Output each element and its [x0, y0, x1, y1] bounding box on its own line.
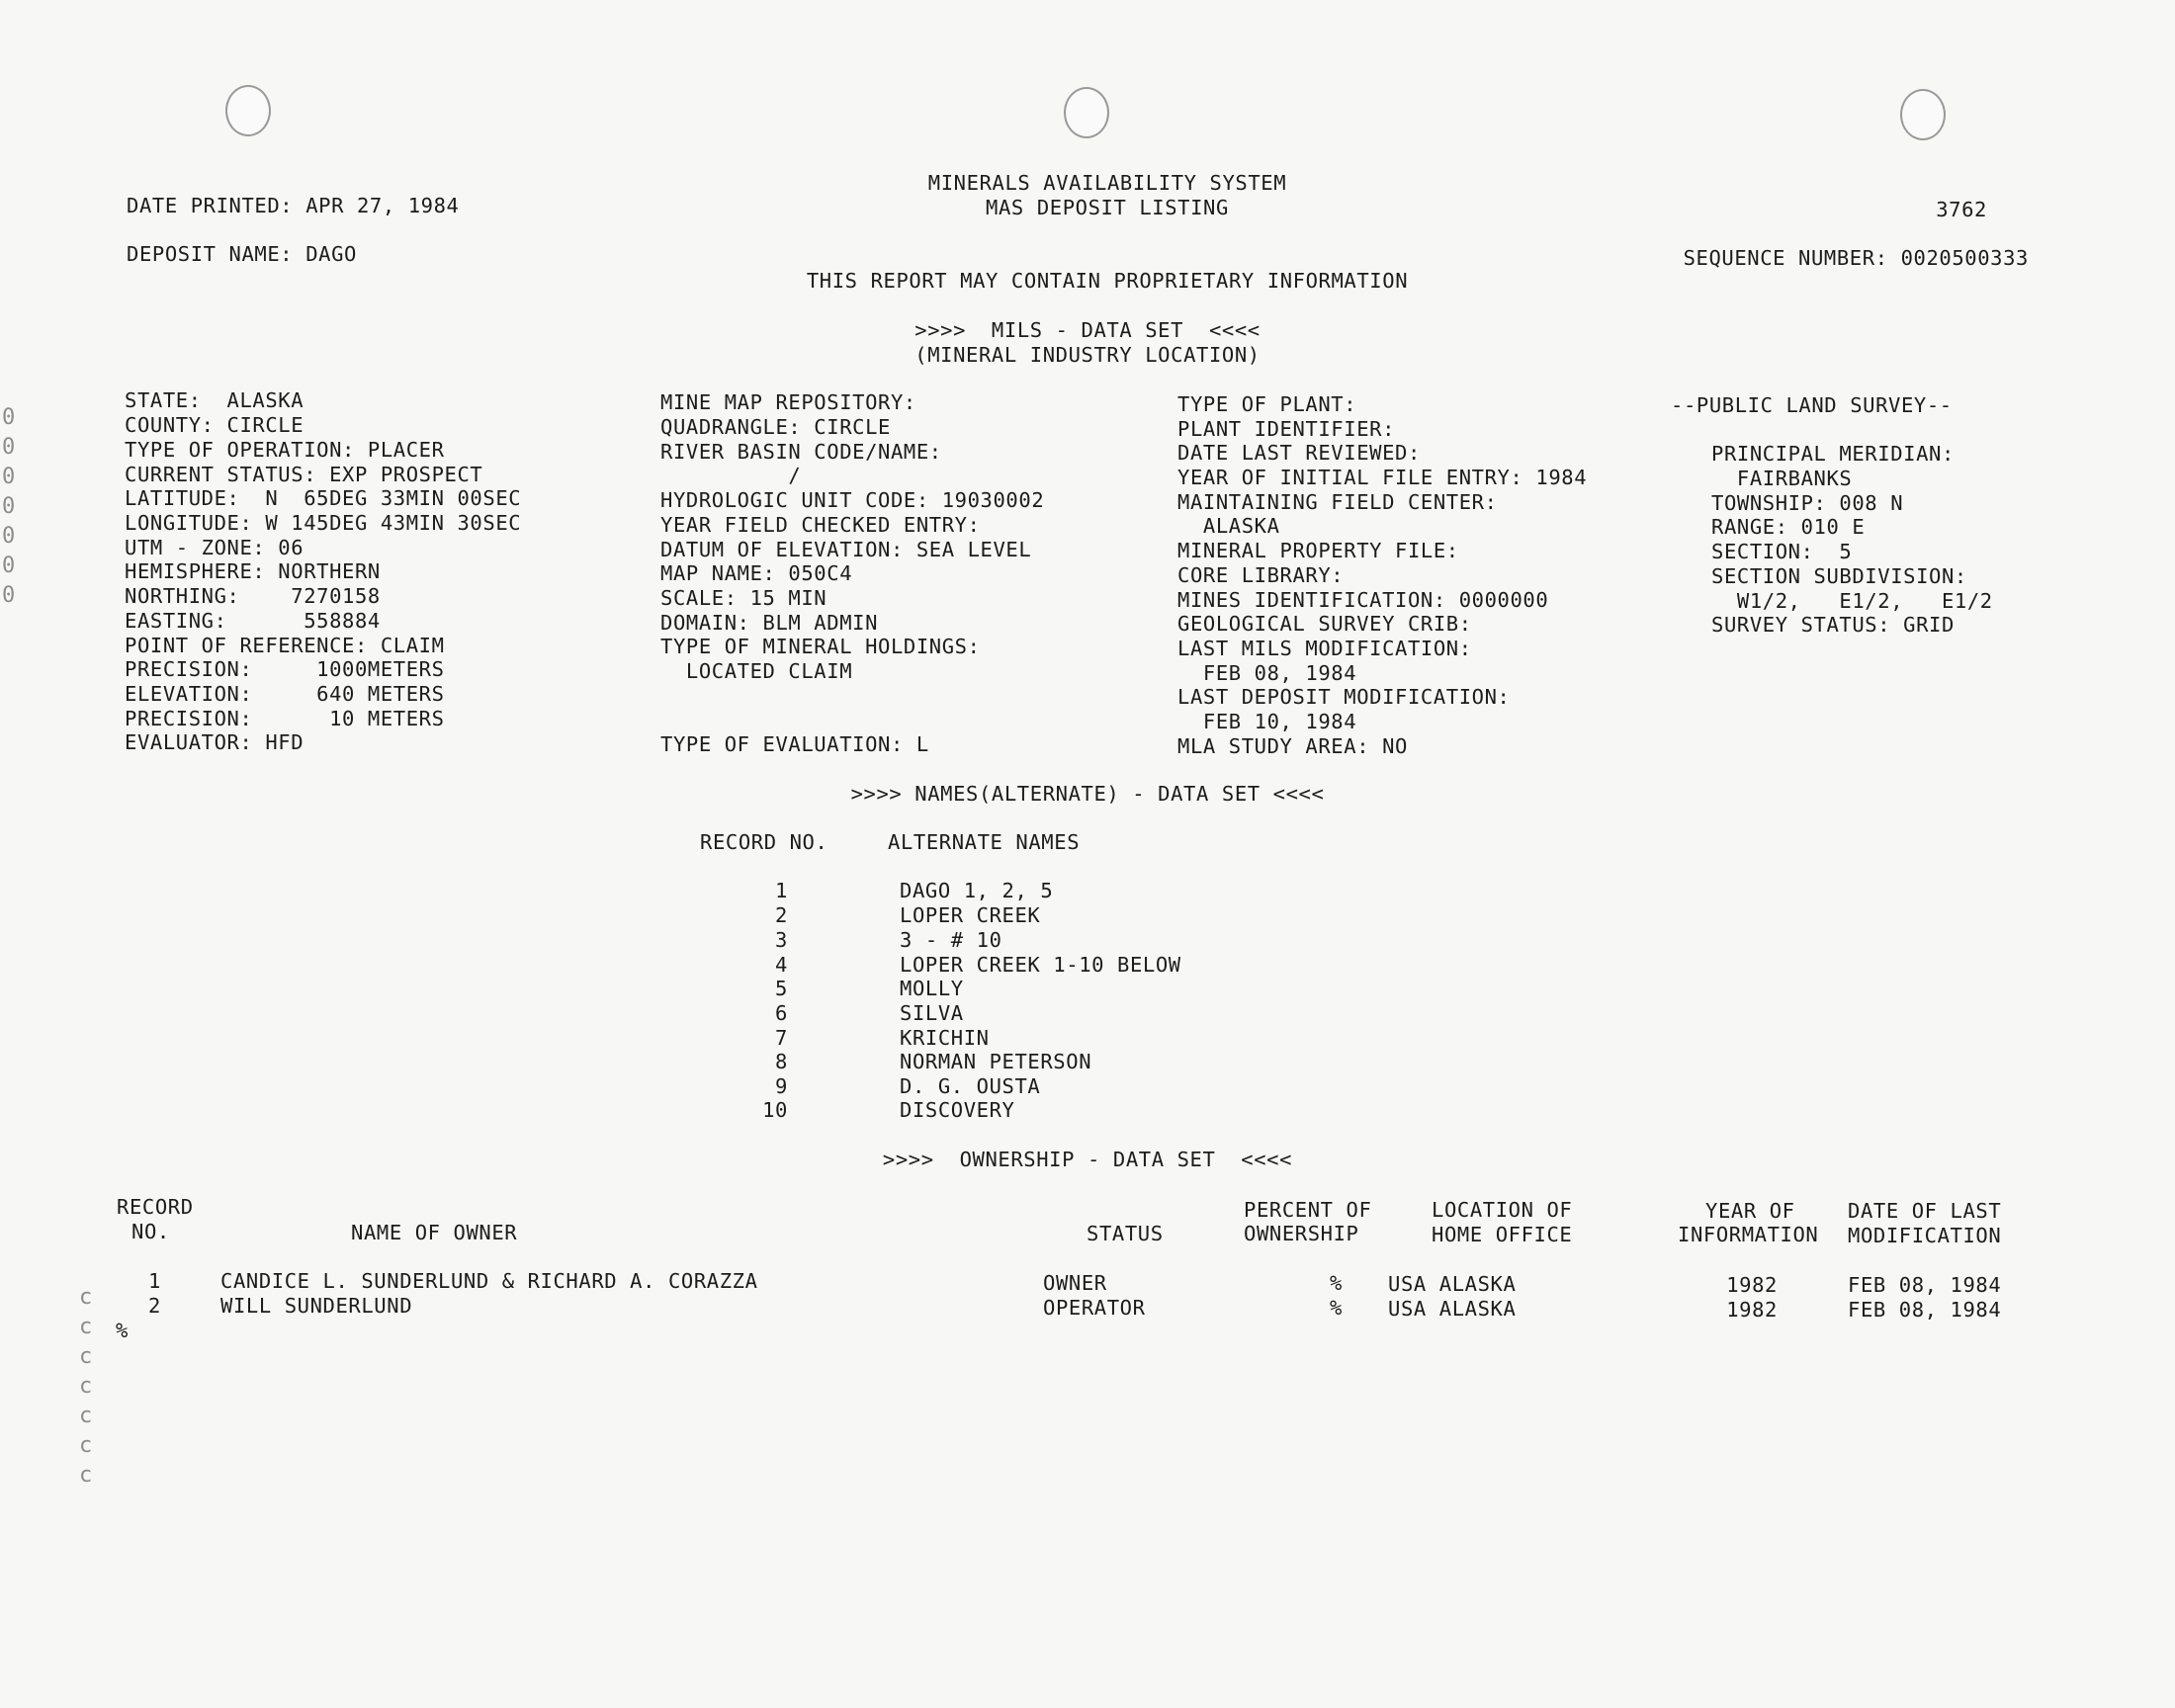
list-item-record-no: 7	[775, 1026, 788, 1050]
system-title: MINERALS AVAILABILITY SYSTEM	[927, 171, 1287, 195]
mils-field: POINT OF REFERENCE: CLAIM	[125, 634, 445, 657]
mils-field: SECTION SUBDIVISION:	[1711, 564, 1967, 588]
list-item-name: KRICHIN	[900, 1026, 990, 1050]
row-year: 1982	[1726, 1273, 1778, 1297]
row-owner-name: WILL SUNDERLUND	[220, 1294, 413, 1318]
mils-field: LAST MILS MODIFICATION:	[1177, 637, 1472, 660]
mils-field: COUNTY: CIRCLE	[125, 413, 304, 437]
header-record: RECORD	[117, 1195, 194, 1219]
mils-field: UTM - ZONE: 06	[125, 536, 304, 559]
mils-field: NORTHING: 7270158	[125, 584, 381, 608]
row-record-no: 1	[148, 1269, 161, 1293]
mils-field: LOCATED CLAIM	[660, 659, 853, 683]
row-location: USA ALASKA	[1388, 1297, 1517, 1321]
list-item-record-no: 6	[775, 1001, 788, 1025]
proprietary-notice: THIS REPORT MAY CONTAIN PROPRIETARY INFORMATION	[806, 269, 1409, 293]
mils-field: CORE LIBRARY:	[1177, 563, 1345, 587]
mils-heading: >>>> MILS - DATA SET <<<<	[914, 318, 1261, 342]
mils-field: TOWNSHIP: 008 N	[1711, 491, 1904, 515]
header-information: INFORMATION	[1678, 1223, 1819, 1246]
mils-field: PRECISION: 10 METERS	[125, 707, 445, 730]
ownership-heading: >>>> OWNERSHIP - DATA SET <<<<	[882, 1148, 1293, 1171]
header-percent: PERCENT OF	[1244, 1198, 1372, 1222]
list-item-record-no: 5	[775, 977, 788, 1000]
list-item-name: LOPER CREEK	[900, 903, 1041, 927]
mils-field: SURVEY STATUS: GRID	[1711, 613, 1955, 637]
mils-field: ELEVATION: 640 METERS	[125, 682, 445, 706]
mils-field: YEAR OF INITIAL FILE ENTRY: 1984	[1177, 466, 1588, 489]
row-record-no: 2	[148, 1294, 161, 1318]
row-owner-name: CANDICE L. SUNDERLUND & RICHARD A. CORAZZA	[220, 1269, 758, 1293]
trailing-percent-mark: %	[116, 1319, 129, 1342]
mils-field: FEB 08, 1984	[1177, 661, 1357, 685]
mils-field: FAIRBANKS	[1711, 467, 1853, 490]
mils-field: SECTION: 5	[1711, 540, 1853, 563]
header-status: STATUS	[1087, 1222, 1164, 1245]
mils-field: RIVER BASIN CODE/NAME:	[660, 440, 942, 464]
mils-field: FEB 10, 1984	[1177, 710, 1357, 733]
mils-field: LAST DEPOSIT MODIFICATION:	[1177, 685, 1511, 709]
list-item-record-no: 4	[775, 953, 788, 977]
binder-hole-right	[1900, 89, 1946, 140]
date-printed: DATE PRINTED: APR 27, 1984	[127, 194, 460, 217]
mils-subheading: (MINERAL INDUSTRY LOCATION)	[914, 343, 1261, 367]
list-item-record-no: 3	[775, 928, 788, 952]
row-status: OPERATOR	[1043, 1296, 1146, 1320]
header-record-no: NO.	[131, 1220, 170, 1243]
sequence-number: SEQUENCE NUMBER: 0020500333	[1683, 246, 2029, 270]
mils-field: YEAR FIELD CHECKED ENTRY:	[660, 513, 981, 537]
mils-field: LATITUDE: N 65DEG 33MIN 00SEC	[125, 486, 522, 510]
list-item-name: LOPER CREEK 1-10 BELOW	[900, 953, 1181, 977]
listing-title: MAS DEPOSIT LISTING	[986, 196, 1229, 219]
header-home-office: HOME OFFICE	[1432, 1223, 1573, 1246]
mils-field: GEOLOGICAL SURVEY CRIB:	[1177, 612, 1472, 636]
list-item-record-no: 8	[775, 1050, 788, 1073]
mils-field: ALASKA	[1177, 514, 1280, 538]
mils-field: CURRENT STATUS: EXP PROSPECT	[125, 463, 483, 486]
mils-field: DOMAIN: BLM ADMIN	[660, 611, 879, 635]
header-date-of-last: DATE OF LAST	[1848, 1199, 2002, 1223]
list-item-record-no: 10	[762, 1098, 788, 1122]
row-location: USA ALASKA	[1388, 1272, 1517, 1296]
mils-field: SCALE: 15 MIN	[660, 586, 827, 610]
mils-field: HEMISPHERE: NORTHERN	[125, 559, 381, 583]
mils-field: TYPE OF EVALUATION: L	[660, 732, 929, 756]
binder-hole-center	[1064, 87, 1109, 138]
list-item-record-no: 1	[775, 879, 788, 902]
header-modification: MODIFICATION	[1848, 1224, 2002, 1247]
mils-field: PRINCIPAL MERIDIAN:	[1711, 442, 1955, 466]
mils-field: EASTING: 558884	[125, 609, 381, 633]
names-heading: >>>> NAMES(ALTERNATE) - DATA SET <<<<	[850, 782, 1325, 806]
list-item-name: SILVA	[900, 1001, 964, 1025]
document-page: 0 0 0 0 0 0 0 c c c c c c c MINERALS AVAILABILITY SYSTEM MAS DEPOSIT LISTING DATE PRINTED: APR 27, 1984 3762 DEPOSIT NAME: DAGO SEQUENCE NUMBER: 0020500333 THIS REPORT MAY CONTAIN PROPRIETARY INFORMATION >>>> MILS - DATA SET <<<< (MINERAL INDUSTRY LOCATION) STATE: ALASKA COUNTY: CIRCLE TYPE OF OPERATION: PLACER CURRENT STATUS: EXP PROSPECT LATITUDE: N 65DEG 33MIN 00SEC LONGITUDE: W 145DEG 43MIN 30SEC UTM - ZONE: 06 HEMISPHERE: NORTHERN NORTHING: 7270158 EASTING: 558884 POINT OF REFERENCE: CLAIM PRECISION: 1000METERS ELEVATION: 640 METERS PRECISION: 10 METERS EVALUATOR: HFD MINE MAP REPOSITORY: QUADRANGLE: CIRCLE RIVER BASIN CODE/NAME: / HYDROLOGIC UNIT CODE: 19030002 YEAR FIELD CHECKED ENTRY: DATUM OF ELEVATION: SEA LEVEL MAP NAME: 050C4 SCALE: 15 MIN DOMAIN: BLM ADMIN TYPE OF MINERAL HOLDINGS: LOCATED CLAIM TYPE OF EVALUATION: L TYPE OF PLANT: PLANT IDENTIFIER: DATE LAST REVIEWED: YEAR OF INITIAL FILE ENTRY: 1984 MAINTAINING FIELD CENTER: ALASKA MINERAL PROPERTY FILE: CORE LIBRARY: MINES IDENTIFICATION: 0000000 GEOLOGICAL SURVEY CRIB: LAST MILS MODIFICATION: FEB 08, 1984 LAST DEPOSIT MODIFICATION: FEB 10, 1984 MLA STUDY AREA: NO --PUBLIC LAND SURVEY-- PRINCIPAL MERIDIAN: FAIRBANKS TOWNSHIP: 008 N RANGE: 010 E SECTION: 5 SECTION SUBDIVISION: W1/2, E1/2, E1/2 SURVEY STATUS: GRID >>>> NAMES(ALTERNATE) - DATA SET <<<< RECORD NO. ALTERNATE NAMES 1 DAGO 1, 2, 5 2 LOPER CREEK 3 3 - # 10 4 LOPER CREEK 1-10 BELOW 5 MOLLY 6 SILVA 7 KRICHIN 8 NORMAN PETERSON 9 D. G. OUSTA 10 DISCOVERY >>>> OWNERSHIP - DATA SET <<<< RECORD NO. NAME OF OWNER STATUS PERCENT OF OWNERSHIP LOCATION OF HOME OFFICE YEAR OF INFORMATION DATE OF LAST MODIFICATION 1 CANDICE L. SUNDERLUND & RICHARD A. CORAZZA OWNER % USA ALASKA 1982 FEB 08, 1984 2 WILL SUNDERLUND OPERATOR % USA ALASKA 1982 FEB 08, 1984 %	[0, 0, 2175, 1708]
mils-field: /	[660, 464, 802, 487]
binder-hole-left	[225, 85, 271, 136]
row-status: OWNER	[1043, 1271, 1107, 1295]
row-year: 1982	[1726, 1298, 1778, 1322]
list-item-name: DISCOVERY	[900, 1098, 1015, 1122]
mils-field: TYPE OF MINERAL HOLDINGS:	[660, 635, 981, 658]
mils-field: MAP NAME: 050C4	[660, 561, 853, 585]
list-item-name: D. G. OUSTA	[900, 1074, 1041, 1098]
mils-field: DATE LAST REVIEWED:	[1177, 441, 1421, 465]
list-item-name: 3 - # 10	[900, 928, 1002, 952]
list-item-record-no: 2	[775, 903, 788, 927]
list-item-name: NORMAN PETERSON	[900, 1050, 1092, 1073]
mils-field: MINERAL PROPERTY FILE:	[1177, 539, 1459, 562]
mils-field: MINES IDENTIFICATION: 0000000	[1177, 588, 1549, 612]
mils-field: PLANT IDENTIFIER:	[1177, 417, 1396, 441]
mils-field: TYPE OF PLANT:	[1177, 392, 1357, 416]
mils-field: DATUM OF ELEVATION: SEA LEVEL	[660, 538, 1032, 561]
header-name-of-owner: NAME OF OWNER	[351, 1221, 518, 1244]
list-item-name: DAGO 1, 2, 5	[900, 879, 1054, 902]
row-percent: %	[1330, 1296, 1343, 1320]
mils-field: MLA STUDY AREA: NO	[1177, 734, 1408, 758]
mils-field: LONGITUDE: W 145DEG 43MIN 30SEC	[125, 511, 522, 535]
names-col-names: ALTERNATE NAMES	[888, 830, 1081, 854]
mils-field: MINE MAP REPOSITORY:	[660, 390, 916, 414]
mils-field: QUADRANGLE: CIRCLE	[660, 415, 891, 439]
mils-field: W1/2, E1/2, E1/2	[1711, 589, 1993, 613]
mils-field: EVALUATOR: HFD	[125, 730, 304, 754]
page-number: 3762	[1936, 198, 1987, 221]
header-year: YEAR OF	[1705, 1199, 1795, 1223]
mils-field: RANGE: 010 E	[1711, 515, 1866, 539]
mils-field: PRECISION: 1000METERS	[125, 657, 445, 681]
row-date: FEB 08, 1984	[1848, 1273, 2002, 1297]
list-item-name: MOLLY	[900, 977, 964, 1000]
header-ownership: OWNERSHIP	[1244, 1222, 1359, 1245]
row-date: FEB 08, 1984	[1848, 1298, 2002, 1322]
mils-field: MAINTAINING FIELD CENTER:	[1177, 490, 1498, 514]
names-col-record: RECORD NO.	[700, 830, 828, 854]
deposit-name: DEPOSIT NAME: DAGO	[127, 242, 357, 266]
header-location: LOCATION OF	[1432, 1198, 1573, 1222]
public-land-survey-heading: --PUBLIC LAND SURVEY--	[1671, 393, 1953, 417]
mils-field: TYPE OF OPERATION: PLACER	[125, 438, 445, 462]
list-item-record-no: 9	[775, 1074, 788, 1098]
mils-field: HYDROLOGIC UNIT CODE: 19030002	[660, 488, 1045, 512]
mils-field: STATE: ALASKA	[125, 388, 304, 412]
row-percent: %	[1330, 1271, 1343, 1295]
